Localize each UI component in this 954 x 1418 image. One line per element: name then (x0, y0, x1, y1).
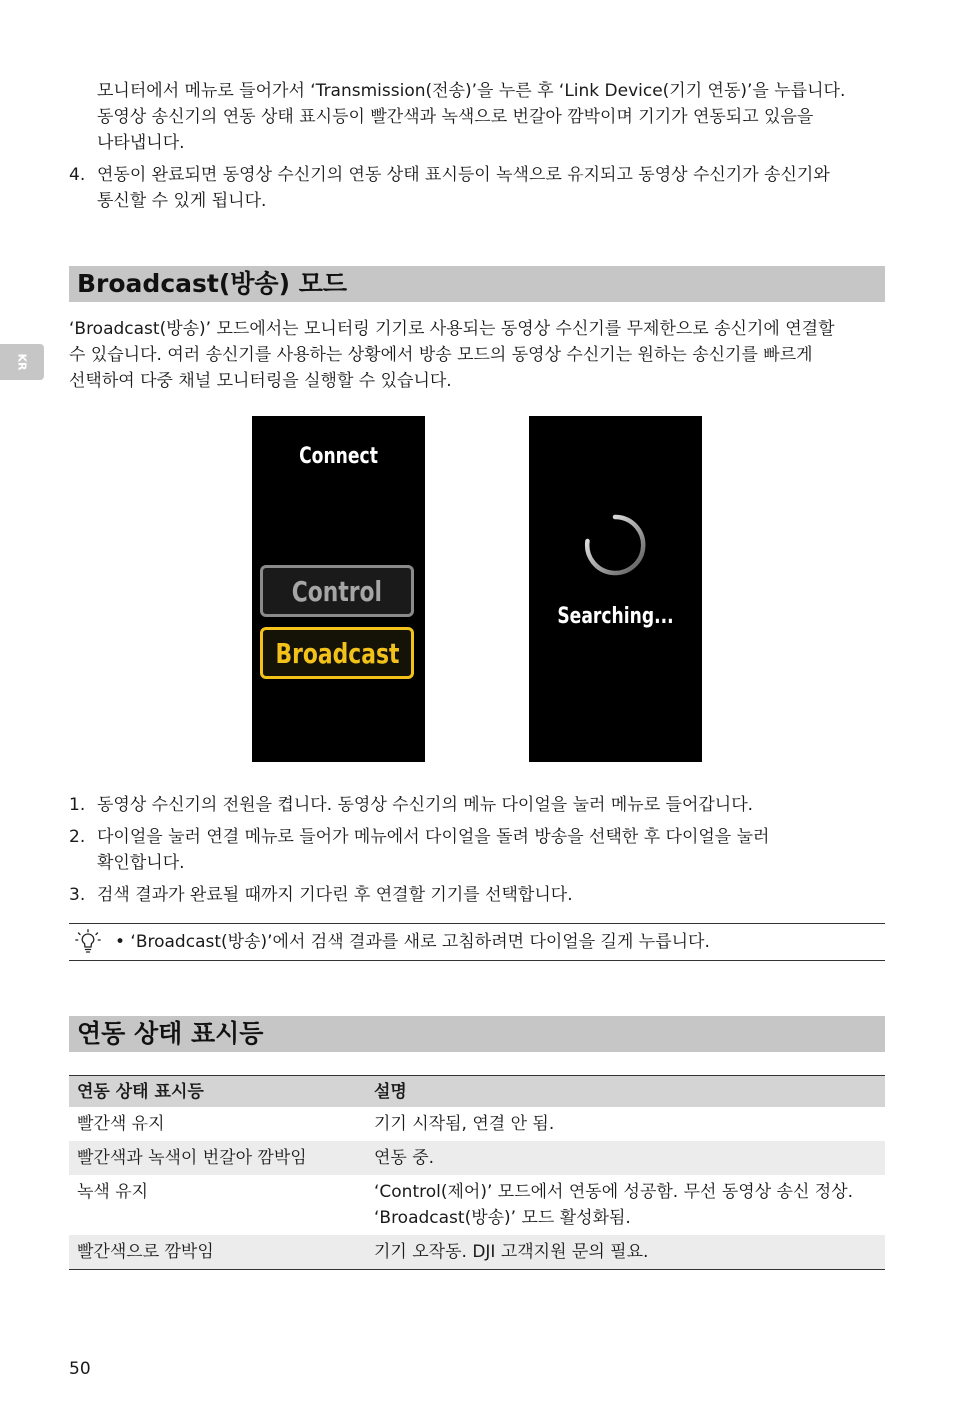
loading-spinner-icon (580, 510, 650, 580)
intro-paragraph (97, 78, 885, 156)
language-tab-label: KR (15, 353, 29, 371)
description-cell: 기기 오작동. DJI 고객지원 문의 필요. (366, 1235, 885, 1270)
indicator-cell: 빨간색으로 깜박임 (69, 1235, 366, 1270)
table-header-description: 설명 (366, 1076, 885, 1108)
table-header-row (69, 1076, 885, 1108)
step-3-number: 3. (69, 885, 86, 905)
indicator-cell: 녹색 유지 (77, 1182, 149, 1202)
page-number: 50 (69, 1359, 91, 1379)
broadcast-option-button[interactable]: Broadcast (260, 627, 414, 679)
status-indicator-table (69, 1075, 885, 1270)
broadcast-section-header (69, 266, 885, 302)
table-row (69, 1175, 885, 1235)
step-4-text: 연동이 완료되면 동영상 수신기의 연동 상태 표시등이 녹색으로 유지되고 동영상 수신기가 송신기와 통신할 수 있게 됩니다. (97, 165, 830, 211)
table-row (69, 1107, 885, 1141)
intro-line: 모니터에서 메뉴로 들어가서 ‘Transmission(전송)’을 누른 후 ‘Link Device(기기 연동)’을 누릅니다. (97, 81, 846, 101)
indicator-cell: 빨간색 유지 (77, 1114, 165, 1134)
tip-box (69, 923, 885, 961)
broadcast-description: ‘Broadcast(방송)’ 모드에서는 모니터링 기기로 사용되는 동영상 수신기를 무제한으로 송신기에 연결할 수 있습니다. 여러 송신기를 사용하는 상황에서 방송 모드의 동영상 수신기는 원하는 송신기를 빠르게 선택하여 다중 채널 모니터링을 실행할 수 있습니다. (69, 319, 835, 391)
step-2-number: 2. (69, 827, 86, 847)
lightbulb-tip-icon (75, 929, 101, 955)
table-row (69, 1235, 885, 1270)
searching-screen (529, 416, 702, 762)
tip-text: • ‘Broadcast(방송)’에서 검색 결과를 새로 고침하려면 다이얼을 길게 누릅니다. (115, 932, 710, 952)
status-section-header (69, 1016, 885, 1052)
step-4-number: 4. (69, 165, 86, 185)
searching-status: Searching... (557, 604, 674, 629)
broadcast-section-title: Broadcast(방송) 모드 (77, 269, 348, 298)
step-3-text: 검색 결과가 완료될 때까지 기다린 후 연결할 기기를 선택합니다. (97, 885, 573, 905)
description-cell: ‘Control(제어)’ 모드에서 연동에 성공함. 무선 동영상 송신 정상. ‘Broadcast(방송)’ 모드 활성화됨. (374, 1182, 854, 1228)
intro-line: 동영상 송신기의 연동 상태 표시등이 빨간색과 녹색으로 번갈아 깜박이며 기기가 연동되고 있음을 (97, 107, 814, 127)
step-2-text: 다이얼을 눌러 연결 메뉴로 들어가 메뉴에서 다이얼을 돌려 방송을 선택한 후 다이얼을 눌러 확인합니다. (97, 827, 770, 873)
description-cell: 연동 중. (366, 1141, 885, 1175)
indicator-cell: 빨간색과 녹색이 번갈아 깜박임 (69, 1141, 366, 1175)
intro-line: 나타냅니다. (97, 133, 185, 153)
description-cell: 기기 시작됨, 연결 안 됨. (374, 1114, 555, 1134)
connect-title: Connect (299, 444, 378, 469)
connect-menu-screen (252, 416, 425, 762)
control-option-button[interactable]: Control (260, 565, 414, 617)
table-row (69, 1141, 885, 1175)
language-tab (0, 344, 44, 380)
step-1-text: 동영상 수신기의 전원을 켭니다. 동영상 수신기의 메뉴 다이얼을 눌러 메뉴로 들어갑니다. (97, 795, 754, 815)
step-1-number: 1. (69, 795, 86, 815)
status-section-title: 연동 상태 표시등 (77, 1019, 264, 1048)
table-header-indicator: 연동 상태 표시등 (69, 1076, 366, 1108)
